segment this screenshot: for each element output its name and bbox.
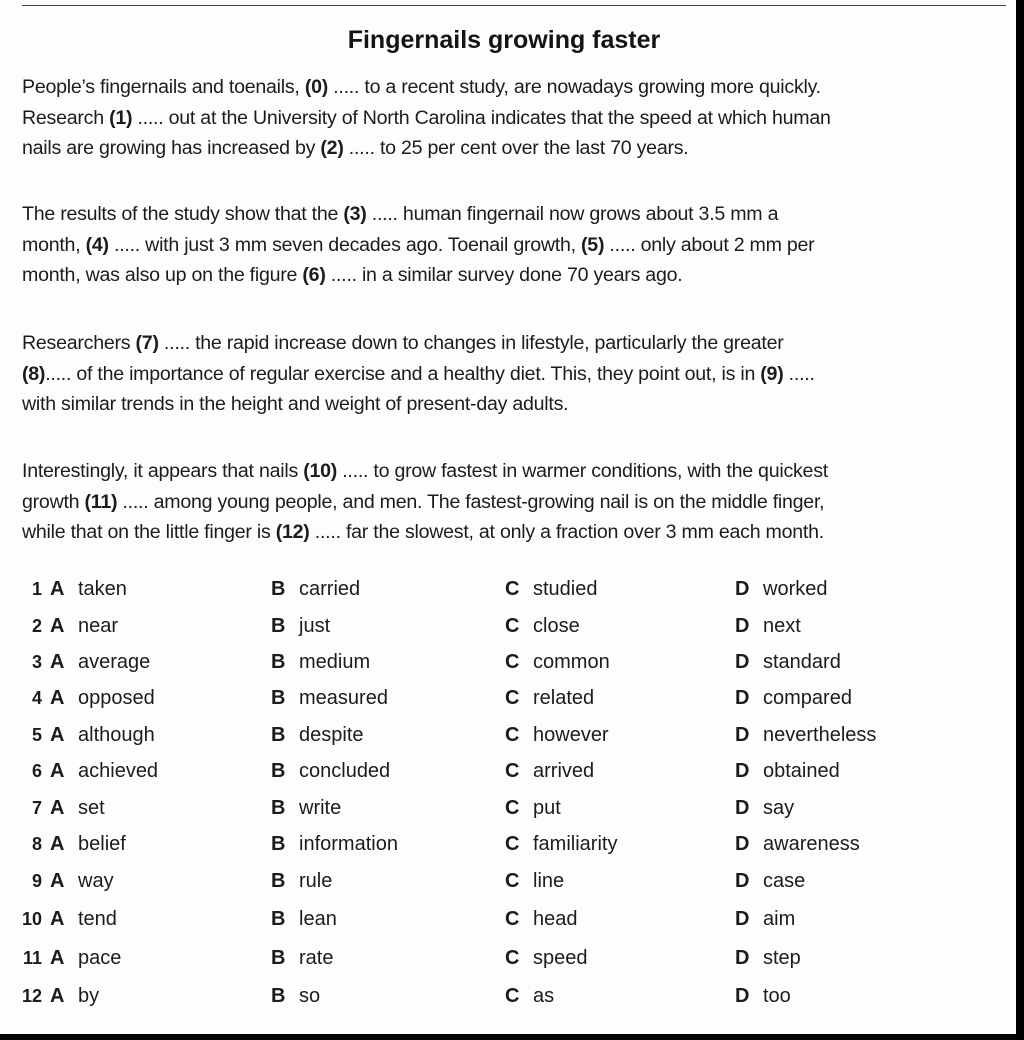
passage-line bbox=[22, 328, 1006, 359]
option-letter: C bbox=[505, 985, 520, 1007]
option-letter: C bbox=[505, 615, 520, 637]
option-word: lean bbox=[299, 908, 337, 930]
option-word: rate bbox=[299, 947, 334, 969]
option-b[interactable] bbox=[271, 947, 333, 970]
option-word: taken bbox=[78, 578, 127, 600]
gap-number: (0) bbox=[304, 76, 329, 98]
option-word: average bbox=[78, 651, 151, 673]
option-word: arrived bbox=[533, 760, 595, 782]
option-letter: A bbox=[50, 797, 65, 819]
option-word: step bbox=[763, 947, 801, 969]
gap-number: (2) bbox=[320, 137, 344, 159]
question-row bbox=[0, 868, 1008, 904]
option-letter: B bbox=[271, 615, 286, 637]
option-a[interactable] bbox=[50, 870, 114, 893]
passage-text: Researchers bbox=[22, 332, 136, 354]
question-row bbox=[0, 722, 1008, 758]
option-b[interactable] bbox=[271, 870, 332, 893]
passage-text: ..... bbox=[783, 362, 815, 385]
option-word: line bbox=[533, 870, 565, 892]
option-letter: B bbox=[271, 797, 286, 819]
passage-line bbox=[22, 103, 1006, 134]
option-a[interactable] bbox=[50, 833, 126, 856]
option-c[interactable] bbox=[505, 833, 617, 856]
option-word: say bbox=[763, 797, 795, 819]
passage-line bbox=[22, 456, 1006, 487]
option-word: put bbox=[533, 797, 561, 819]
gap-number: (4) bbox=[85, 233, 109, 256]
option-a[interactable] bbox=[50, 578, 127, 601]
option-word: aim bbox=[763, 908, 796, 930]
option-word: near bbox=[78, 615, 119, 637]
option-word: familiarity bbox=[533, 833, 618, 855]
passage-text: ..... to 25 per cent over the last 70 years. bbox=[343, 137, 689, 159]
passage-text: ..... to grow fastest in warmer conditions, with the quickest bbox=[337, 460, 828, 482]
gap-number: (9) bbox=[760, 362, 784, 385]
option-b[interactable] bbox=[271, 724, 364, 747]
option-letter: C bbox=[505, 947, 520, 969]
question-row bbox=[0, 613, 1008, 649]
option-word: obtained bbox=[763, 760, 840, 782]
passage-text: ..... in a similar survey done 70 years ago. bbox=[325, 264, 683, 286]
option-word: standard bbox=[763, 651, 841, 673]
option-b[interactable] bbox=[271, 908, 337, 931]
question-number: 6 bbox=[31, 761, 42, 781]
option-c[interactable] bbox=[505, 578, 598, 601]
option-word: measured bbox=[299, 687, 388, 709]
passage-text: ..... to a recent study, are nowadays growing more quickly. bbox=[328, 76, 821, 98]
option-letter: D bbox=[735, 578, 750, 600]
question-row bbox=[0, 795, 1008, 831]
option-letter: C bbox=[505, 651, 520, 673]
option-a[interactable] bbox=[50, 797, 105, 820]
question-row bbox=[0, 945, 1008, 981]
question-number: 1 bbox=[31, 579, 42, 599]
option-letter: D bbox=[735, 797, 750, 819]
question-number: 8 bbox=[31, 834, 42, 854]
question-number: 11 bbox=[22, 948, 42, 968]
option-letter: B bbox=[271, 724, 286, 746]
question-number: 4 bbox=[31, 688, 42, 708]
option-letter: C bbox=[505, 687, 520, 709]
option-word: so bbox=[299, 985, 321, 1007]
passage-line bbox=[22, 487, 1006, 518]
option-d[interactable] bbox=[735, 797, 794, 820]
passage-text: ..... human fingernail now grows about 3.5 mm a bbox=[366, 203, 779, 225]
option-b[interactable] bbox=[271, 833, 398, 856]
option-word: nevertheless bbox=[763, 724, 877, 746]
option-letter: A bbox=[50, 615, 65, 637]
option-b[interactable] bbox=[271, 651, 370, 674]
option-letter: D bbox=[735, 724, 750, 746]
option-word: belief bbox=[78, 833, 126, 855]
passage-text: while that on the little finger is bbox=[22, 521, 276, 543]
option-word: speed bbox=[533, 947, 588, 969]
passage-text: nails are growing has increased by bbox=[22, 137, 321, 159]
passage-text: People’s fingernails and toenails, bbox=[22, 76, 305, 98]
option-letter: A bbox=[50, 985, 65, 1007]
passage-paragraph bbox=[22, 199, 1006, 291]
question-number: 12 bbox=[21, 986, 42, 1006]
passage-text: The results of the study show that the bbox=[22, 203, 344, 225]
passage-line bbox=[22, 72, 1006, 103]
option-d[interactable] bbox=[735, 760, 840, 783]
option-a[interactable] bbox=[50, 760, 158, 783]
passage-line bbox=[22, 517, 1006, 548]
option-b[interactable] bbox=[271, 687, 388, 710]
option-word: head bbox=[533, 908, 578, 930]
option-letter: B bbox=[271, 833, 286, 855]
option-letter: A bbox=[50, 724, 65, 746]
gap-number: (3) bbox=[343, 203, 367, 225]
option-word: pace bbox=[78, 947, 122, 969]
passage-text: Research bbox=[22, 106, 110, 129]
option-letter: C bbox=[505, 578, 520, 600]
top-divider bbox=[22, 5, 1006, 6]
option-letter: C bbox=[505, 870, 520, 892]
option-word: despite bbox=[299, 724, 364, 746]
passage-text: ..... only about 2 mm per bbox=[604, 233, 815, 256]
option-letter: D bbox=[735, 833, 750, 855]
option-letter: C bbox=[505, 724, 520, 746]
question-number: 2 bbox=[31, 616, 42, 636]
option-word: information bbox=[299, 833, 398, 855]
passage-paragraph bbox=[22, 456, 1006, 548]
question-number: 10 bbox=[21, 909, 42, 929]
option-a[interactable] bbox=[50, 947, 121, 970]
option-c[interactable] bbox=[505, 615, 580, 638]
question-number: 7 bbox=[31, 798, 42, 818]
option-a[interactable] bbox=[50, 908, 117, 931]
gap-number: (5) bbox=[581, 233, 605, 256]
gap-number: (1) bbox=[109, 106, 133, 129]
option-d[interactable] bbox=[735, 985, 791, 1008]
option-d[interactable] bbox=[735, 724, 876, 747]
gap-number: (10) bbox=[303, 460, 338, 482]
option-letter: A bbox=[50, 578, 65, 600]
passage-text: with similar trends in the height and weight of present-day adults. bbox=[22, 393, 569, 415]
question-row bbox=[0, 685, 1008, 721]
option-letter: C bbox=[505, 833, 520, 855]
option-a[interactable] bbox=[50, 687, 155, 710]
option-d[interactable] bbox=[735, 833, 860, 856]
option-letter: B bbox=[271, 687, 286, 709]
passage-paragraph bbox=[22, 72, 1006, 164]
passage-line bbox=[22, 260, 1006, 291]
option-a[interactable] bbox=[50, 651, 150, 674]
gap-number: (11) bbox=[84, 490, 118, 513]
option-word: compared bbox=[763, 687, 852, 709]
option-c[interactable] bbox=[505, 870, 564, 893]
passage-line bbox=[22, 199, 1006, 230]
option-word: concluded bbox=[299, 760, 391, 782]
option-word: achieved bbox=[78, 760, 159, 782]
option-a[interactable] bbox=[50, 615, 118, 638]
option-b[interactable] bbox=[271, 760, 390, 783]
passage-text: month, was also up on the figure bbox=[22, 264, 303, 286]
option-b[interactable] bbox=[271, 985, 320, 1008]
option-b[interactable] bbox=[271, 797, 341, 820]
passage-text: ..... far the slowest, at only a fraction over 3 mm each month. bbox=[309, 521, 824, 543]
option-d[interactable] bbox=[735, 615, 801, 638]
option-letter: D bbox=[735, 870, 750, 892]
option-c[interactable] bbox=[505, 947, 588, 970]
option-letter: A bbox=[50, 947, 65, 969]
option-letter: A bbox=[50, 908, 65, 930]
option-letter: C bbox=[505, 908, 520, 930]
option-letter: D bbox=[735, 985, 750, 1007]
option-letter: B bbox=[271, 870, 286, 892]
option-word: case bbox=[763, 870, 806, 892]
option-b[interactable] bbox=[271, 578, 360, 601]
option-letter: D bbox=[735, 908, 750, 930]
option-letter: D bbox=[735, 615, 750, 637]
option-c[interactable] bbox=[505, 724, 609, 747]
option-d[interactable] bbox=[735, 687, 852, 710]
option-word: although bbox=[78, 724, 155, 746]
option-letter: A bbox=[50, 687, 65, 709]
option-word: as bbox=[533, 985, 555, 1007]
option-d[interactable] bbox=[735, 870, 805, 893]
passage-line bbox=[22, 389, 1006, 420]
option-c[interactable] bbox=[505, 797, 561, 820]
passage-line bbox=[22, 133, 1006, 164]
option-letter: C bbox=[505, 797, 520, 819]
option-a[interactable] bbox=[50, 724, 155, 747]
question-row bbox=[0, 649, 1008, 685]
option-letter: D bbox=[735, 947, 750, 969]
passage-paragraph bbox=[22, 328, 1006, 420]
option-c[interactable] bbox=[505, 908, 578, 931]
option-letter: A bbox=[50, 760, 65, 782]
option-word: awareness bbox=[763, 833, 860, 855]
option-word: rule bbox=[299, 870, 333, 892]
option-letter: D bbox=[735, 651, 750, 673]
option-a[interactable] bbox=[50, 985, 99, 1008]
option-letter: B bbox=[271, 760, 286, 782]
option-c[interactable] bbox=[505, 687, 594, 710]
option-word: way bbox=[78, 870, 114, 892]
option-word: carried bbox=[299, 578, 361, 600]
option-letter: A bbox=[50, 651, 65, 673]
page-title: Fingernails growing faster bbox=[347, 26, 661, 54]
option-letter: D bbox=[735, 687, 750, 709]
option-d[interactable] bbox=[735, 651, 841, 674]
passage-text: ..... the rapid increase down to changes in lifestyle, particularly the greater bbox=[158, 332, 784, 354]
option-word: medium bbox=[299, 651, 371, 673]
option-letter: B bbox=[271, 908, 286, 930]
question-row bbox=[0, 906, 1008, 942]
option-letter: A bbox=[50, 870, 65, 892]
option-letter: B bbox=[271, 578, 286, 600]
option-c[interactable] bbox=[505, 651, 610, 674]
option-d[interactable] bbox=[735, 908, 795, 931]
passage-text: ..... among young people, and men. The fastest-growing nail is on the middle finger, bbox=[117, 490, 825, 513]
option-letter: C bbox=[505, 760, 520, 782]
option-letter: B bbox=[271, 985, 286, 1007]
option-letter: D bbox=[735, 760, 750, 782]
option-b[interactable] bbox=[271, 615, 330, 638]
option-word: set bbox=[78, 797, 105, 819]
question-row bbox=[0, 831, 1008, 867]
question-number: 5 bbox=[31, 725, 42, 745]
passage-text: Interestingly, it appears that nails bbox=[22, 460, 304, 482]
passage-text: ..... out at the University of North Carolina indicates that the speed at which human bbox=[132, 106, 831, 129]
gap-number: (6) bbox=[302, 264, 326, 286]
gap-number: (8) bbox=[22, 362, 46, 385]
option-word: however bbox=[533, 724, 609, 746]
option-word: close bbox=[533, 615, 580, 637]
option-d[interactable] bbox=[735, 947, 801, 970]
option-word: write bbox=[299, 797, 342, 819]
gap-number: (12) bbox=[275, 521, 310, 543]
option-word: worked bbox=[763, 578, 828, 600]
option-c[interactable] bbox=[505, 760, 594, 783]
option-word: by bbox=[78, 985, 100, 1007]
option-word: tend bbox=[78, 908, 117, 930]
question-number: 9 bbox=[31, 871, 42, 891]
gap-number: (7) bbox=[135, 332, 159, 354]
passage-text: ..... of the importance of regular exercise and a healthy diet. This, they point out, is in bbox=[45, 362, 761, 385]
question-row bbox=[0, 983, 1008, 1019]
passage-text: growth bbox=[22, 490, 85, 513]
option-d[interactable] bbox=[735, 578, 827, 601]
option-word: next bbox=[763, 615, 801, 637]
question-row bbox=[0, 758, 1008, 794]
option-letter: B bbox=[271, 947, 286, 969]
option-word: related bbox=[533, 687, 595, 709]
question-number: 3 bbox=[31, 652, 42, 672]
question-row bbox=[0, 576, 1008, 612]
passage-text: ..... with just 3 mm seven decades ago. Toenail growth, bbox=[108, 233, 582, 256]
option-c[interactable] bbox=[505, 985, 554, 1008]
option-word: studied bbox=[533, 578, 598, 600]
option-word: just bbox=[299, 615, 331, 637]
passage-line bbox=[22, 230, 1006, 261]
option-word: opposed bbox=[78, 687, 155, 709]
passage-line bbox=[22, 359, 1006, 390]
option-word: too bbox=[763, 985, 791, 1007]
option-letter: A bbox=[50, 833, 65, 855]
option-word: common bbox=[533, 651, 610, 673]
option-letter: B bbox=[271, 651, 286, 673]
passage-text: month, bbox=[22, 233, 86, 256]
